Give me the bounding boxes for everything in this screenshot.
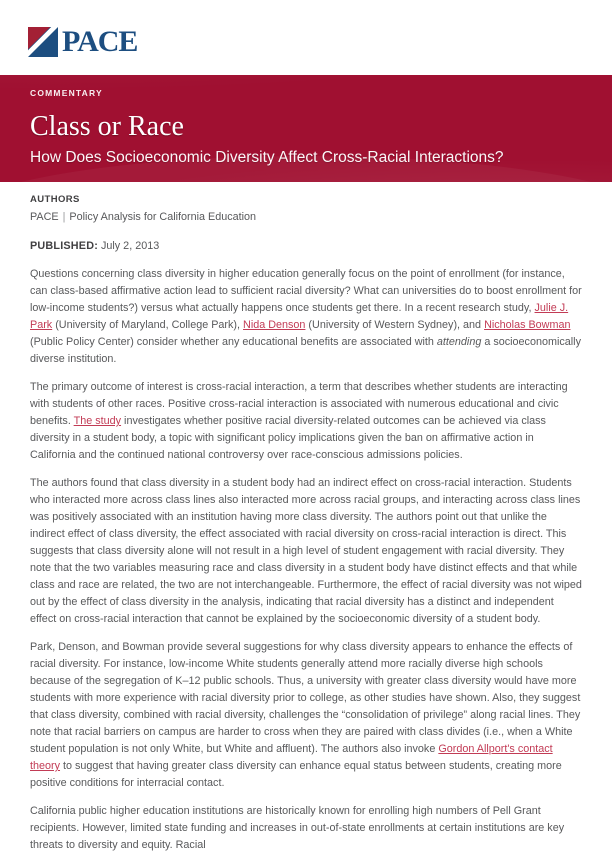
italic-text: attending bbox=[436, 336, 482, 348]
article-paragraph bbox=[30, 639, 582, 792]
article-paragraph bbox=[30, 379, 582, 464]
pace-logo-icon bbox=[28, 27, 58, 57]
paragraph-text: The primary outcome of interest is cross-racial interaction, a term that describes whether students are interacting with students of other races. Positive cross-racial interaction is associated with numerous educational and civic benefits. bbox=[30, 381, 568, 427]
paragraph-text: Questions concerning class diversity in higher education generally focus on the point of enrollment (for instance, can class-based affirmative action lead to sufficient racial diversity? What can universities do to boost enrollment for low-income students?) versus what actually happens once students get there. In a recent research study, bbox=[30, 268, 582, 314]
page-title: Class or Race bbox=[30, 111, 184, 142]
article-meta bbox=[0, 182, 612, 252]
paragraph-text: (University of Maryland, College Park), bbox=[52, 319, 244, 331]
paragraph-text: (University of Western Sydney), and bbox=[305, 319, 485, 331]
pipe-divider: | bbox=[62, 211, 66, 223]
article-paragraph bbox=[30, 475, 582, 628]
inline-link[interactable]: Gordon Allport's contact theory bbox=[30, 743, 553, 772]
inline-link[interactable]: Julie J. Park bbox=[30, 302, 569, 331]
authors-label: AUTHORS bbox=[30, 194, 80, 205]
paragraph-text: California public higher education institutions are historically known for enrolling high numbers of Pell Grant recipients. However, limited state funding and increases in out-of-state enrollments at certain institutions are key threats to diversity and equity. Racial bbox=[30, 805, 565, 851]
paragraph-text: (Public Policy Center) consider whether any educational benefits are associated with bbox=[30, 336, 437, 348]
published-value: July 2, 2013 bbox=[100, 240, 160, 252]
commentary-label: COMMENTARY bbox=[30, 88, 103, 98]
inline-link[interactable]: Nida Denson bbox=[243, 319, 306, 331]
article-paragraph bbox=[30, 266, 582, 368]
site-header bbox=[0, 0, 612, 75]
pace-logo[interactable] bbox=[28, 27, 137, 57]
published-label: PUBLISHED: bbox=[30, 240, 98, 252]
published-line bbox=[30, 240, 582, 252]
pace-logo-text: PACE bbox=[62, 25, 138, 58]
paragraph-text: The authors found that class diversity in a student body had an indirect effect on cross-racial interaction. Students who interacted more across class lines also interacted more across racial groups, and interacting across class lines was positively associated with an institution having more class diversity. The authors point out that unlike the indirect effect of class diversity, the effect associated with racial diversity on cross-racial interaction is direct. This suggests that class diversity alone will not result in a high level of student engagement with racial diversity. They note that the two variables measuring race and class diversity in a student body have distinct effects and that while class and race are related, the two are not interchangeable. Furthermore, the effect of racial diversity was not wiped out by the effect of class diversity in the analysis, indicating that racial diversity has a distinct and independent effect on cross-racial interaction that cannot be explained by the socioeconomic diversity of a student body. bbox=[30, 477, 582, 625]
paragraph-text: to suggest that having greater class diversity can enhance equal status between students, creating more positive conditions for interracial contact. bbox=[30, 760, 562, 789]
article-body bbox=[0, 252, 612, 854]
article-paragraph bbox=[30, 803, 582, 854]
inline-link[interactable]: The study bbox=[73, 415, 122, 427]
inline-link[interactable]: Nicholas Bowman bbox=[484, 319, 571, 331]
paragraph-text: investigates whether positive racial diversity-related outcomes can be achieved via class diversity in a student body, a topic with significant policy implications given the ban on affirmative action in California and the continued national controversy over race-conscious admissions policies. bbox=[30, 415, 546, 461]
authors-value bbox=[30, 211, 582, 223]
authors-org-full: Policy Analysis for California Education bbox=[69, 211, 257, 223]
authors-org: PACE bbox=[30, 211, 59, 223]
article-banner bbox=[0, 75, 612, 182]
page-subtitle: How Does Socioeconomic Diversity Affect Cross-Racial Interactions? bbox=[30, 149, 504, 166]
paragraph-text: Park, Denson, and Bowman provide several suggestions for why class diversity appears to enhance the effects of racial diversity. For instance, low-income White students generally attend more racially diverse high schools because of the segregation of K–12 public schools. Thus, a university with greater class diversity would have more students with more experience with racial diversity prior to college, as other studies have shown. Also, they suggest that class diversity, combined with racial diversity, challenges the “consolidation of privilege” along racial lines. They note that racial barriers on campus are harder to cross when they are paired with class divides (i.e., when a White student population is not only White, but White and affluent). The authors also invoke bbox=[30, 641, 581, 755]
paragraph-text: a socioeconomically diverse institution. bbox=[30, 336, 581, 365]
